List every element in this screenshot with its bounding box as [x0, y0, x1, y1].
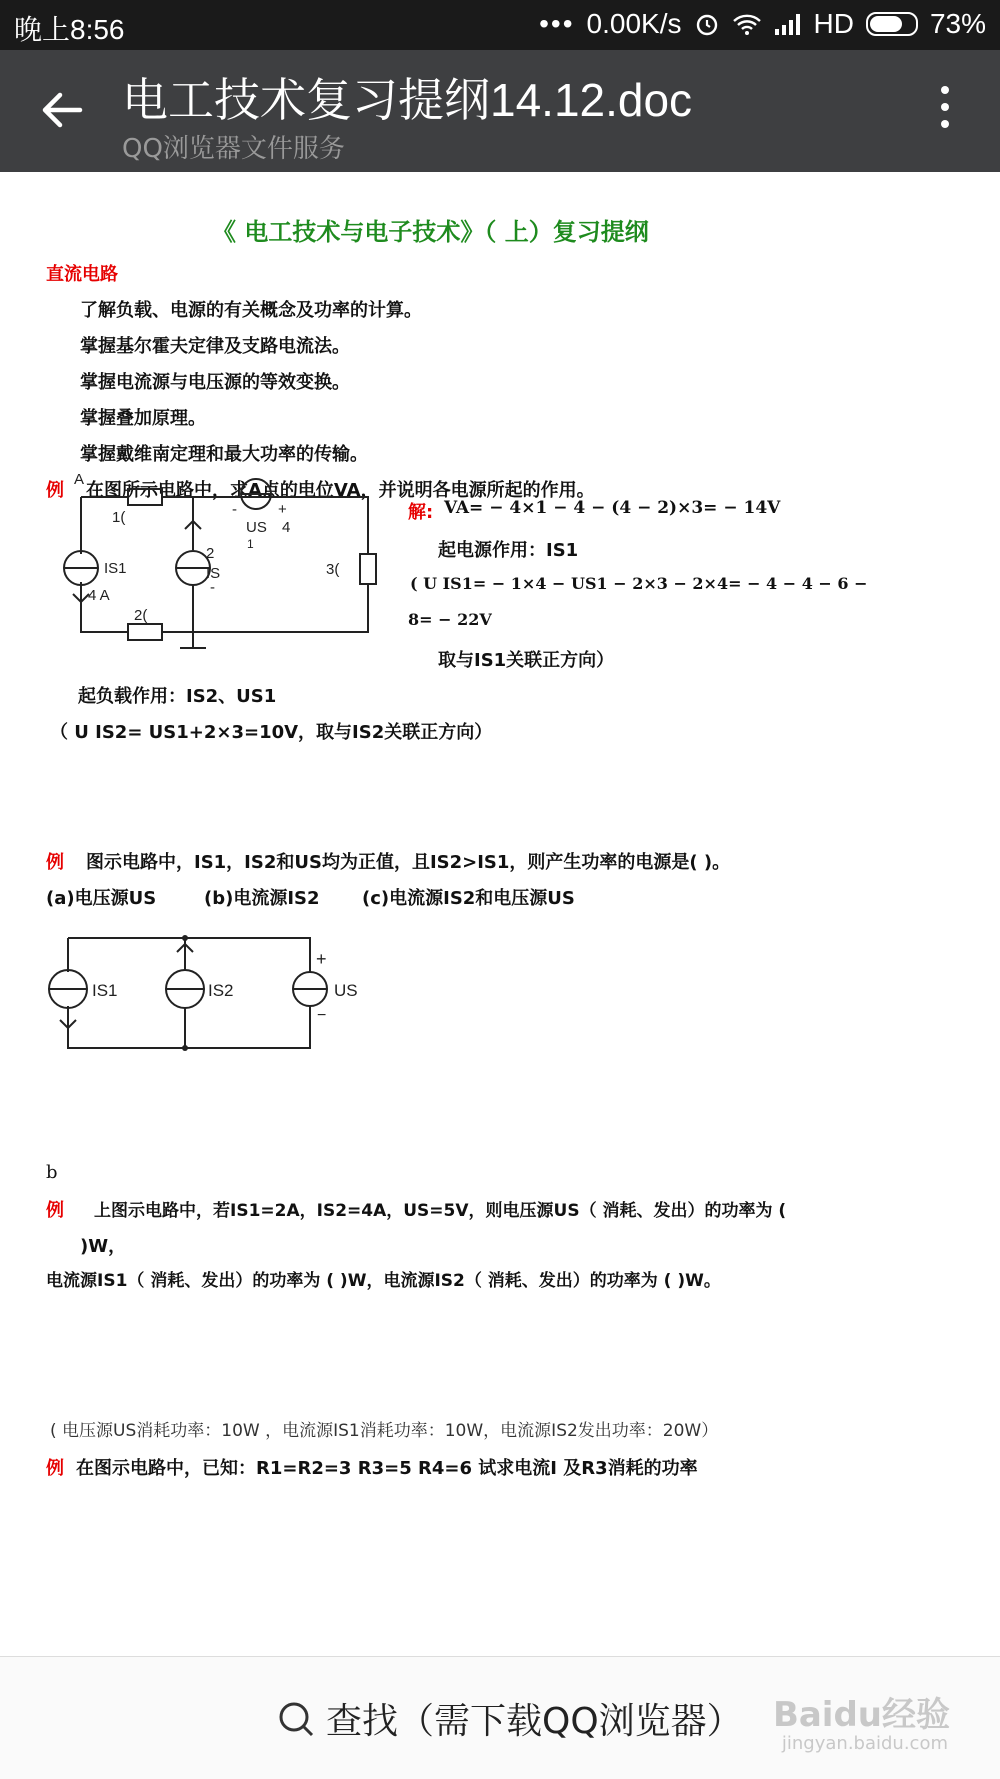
status-bar — [0, 0, 1000, 50]
load-line: 起负载作用：IS2、US1 — [78, 686, 277, 707]
example4-label: 例 — [46, 1458, 64, 1479]
example3-line-2: )W， — [80, 1236, 127, 1257]
r3-label: 3( — [326, 561, 340, 578]
solution-label: 解: — [408, 502, 434, 523]
bullet-1: 了解负载、电源的有关概念及功率的计算。 — [80, 300, 422, 321]
doc-heading: 《 电工技术与电子技术》（ 上）复习提纲 — [212, 218, 649, 246]
us-plus: + — [278, 501, 287, 518]
us-label: US — [246, 519, 267, 536]
wifi-icon — [732, 12, 762, 36]
solution-line-3: ( U IS1= − 1×4 − US1 − 2×3 − 2×4= − 4 − 4 − 6 − — [410, 574, 868, 593]
r1-label: 1( — [112, 509, 126, 526]
is2-label-2: IS2 — [208, 981, 234, 1000]
example1-text: 在图所示电路中，求A点的电位VA，并说明各电源所起的作用。 — [86, 480, 595, 501]
us-value: 4 — [282, 519, 291, 536]
battery-icon — [866, 12, 918, 36]
option-c: (c)电流源IS2和电压源US — [362, 888, 575, 909]
network-type: HD — [813, 8, 854, 39]
bullet-3: 掌握电流源与电压源的等效变换。 — [80, 372, 350, 393]
bullet-2: 掌握基尔霍夫定律及支路电流法。 — [80, 336, 350, 357]
section-title: 直流电路 — [46, 264, 118, 285]
load-line-paren: （ U IS2= US1+2×3=10V，取与IS2关联正方向） — [50, 722, 493, 743]
example4-text-cut: 在图示电路中，已知：R1=R2=3 R3=5 R4=6 试求电流I 及R3消耗的功率 — [76, 1458, 698, 1479]
search-icon — [276, 1699, 316, 1739]
more-menu-icon[interactable] — [938, 86, 952, 136]
us-minus: - — [232, 501, 237, 518]
node-bottom — [182, 1045, 188, 1051]
baidu-watermark: Baidu经验 — [772, 1695, 950, 1735]
status-right — [539, 8, 986, 40]
solution-line-4: 8= − 22V — [408, 610, 492, 629]
battery-percent: 73% — [929, 8, 986, 39]
bottom-bar — [0, 1656, 1000, 1779]
circuit-diagram-2 — [40, 932, 380, 1072]
answer-line: ( 电压源US消耗功率：10W ，电流源IS1消耗功率：10W，电流源IS2发出功率：20W） — [50, 1421, 719, 1441]
r2-label: 2( — [134, 607, 148, 624]
option-b: (b)电流源IS2 — [204, 888, 320, 909]
net-speed: 0.00K/s — [586, 8, 682, 39]
is2-value: 2 — [206, 545, 215, 562]
node-a-label: A — [74, 472, 85, 488]
bullet-4: 掌握叠加原理。 — [80, 408, 206, 429]
more-dots-icon: ••• — [539, 8, 575, 39]
document-subtitle: QQ浏览器文件服务 — [122, 134, 345, 164]
is1-label-2: IS1 — [92, 981, 118, 1000]
us-minus-2: − — [317, 1007, 327, 1024]
back-arrow-icon[interactable] — [36, 84, 88, 136]
document-title: 电工技术复习提纲14.12.doc — [122, 74, 693, 126]
solution-line-1: VA= − 4×1 − 4 − (4 − 2)×3= − 14V — [444, 498, 781, 518]
example3-line-1: 上图示电路中，若IS1=2A，IS2=4A，US=5V，则电压源US（ 消耗、发出）的功率为 ( — [94, 1201, 787, 1221]
document-view[interactable] — [0, 172, 1000, 1656]
b-label: b — [46, 1162, 58, 1183]
signal-icon — [774, 13, 802, 35]
us-plus-2: + — [316, 949, 327, 969]
option-a: (a)电压源US — [46, 888, 157, 909]
us-subscript: 1 — [247, 537, 254, 551]
find-button[interactable] — [276, 1693, 743, 1744]
is2-label: IS — [206, 565, 221, 582]
example-label: 例 — [46, 480, 64, 501]
status-time: 晚上8:56 — [14, 14, 125, 45]
node-top — [182, 935, 188, 941]
is1-value: 4 A — [88, 587, 110, 604]
bullet-5: 掌握戴维南定理和最大功率的传输。 — [80, 444, 368, 465]
baidu-watermark-url: jingyan.baidu.com — [781, 1733, 948, 1754]
solution-line-5: 取与IS1关联正方向） — [438, 650, 615, 671]
example3-label: 例 — [46, 1200, 64, 1221]
alarm-icon — [694, 11, 720, 37]
is1-label: IS1 — [104, 560, 127, 577]
example3-line-3: 电流源IS1（ 消耗、发出）的功率为 ( )W，电流源IS2（ 消耗、发出）的功率为 ( )W。 — [46, 1271, 721, 1291]
us-label-2: US — [334, 981, 358, 1000]
example2-label: 例 — [46, 852, 64, 873]
is2-minus: - — [210, 579, 215, 596]
app-bar — [0, 50, 1000, 172]
solution-line-2: 起电源作用：IS1 — [438, 540, 579, 561]
example2-text: 图示电路中，IS1，IS2和US均为正值，且IS2>IS1，则产生功率的电源是( )。 — [86, 852, 731, 873]
find-label: 查找（需下载QQ浏览器） — [326, 1701, 743, 1742]
